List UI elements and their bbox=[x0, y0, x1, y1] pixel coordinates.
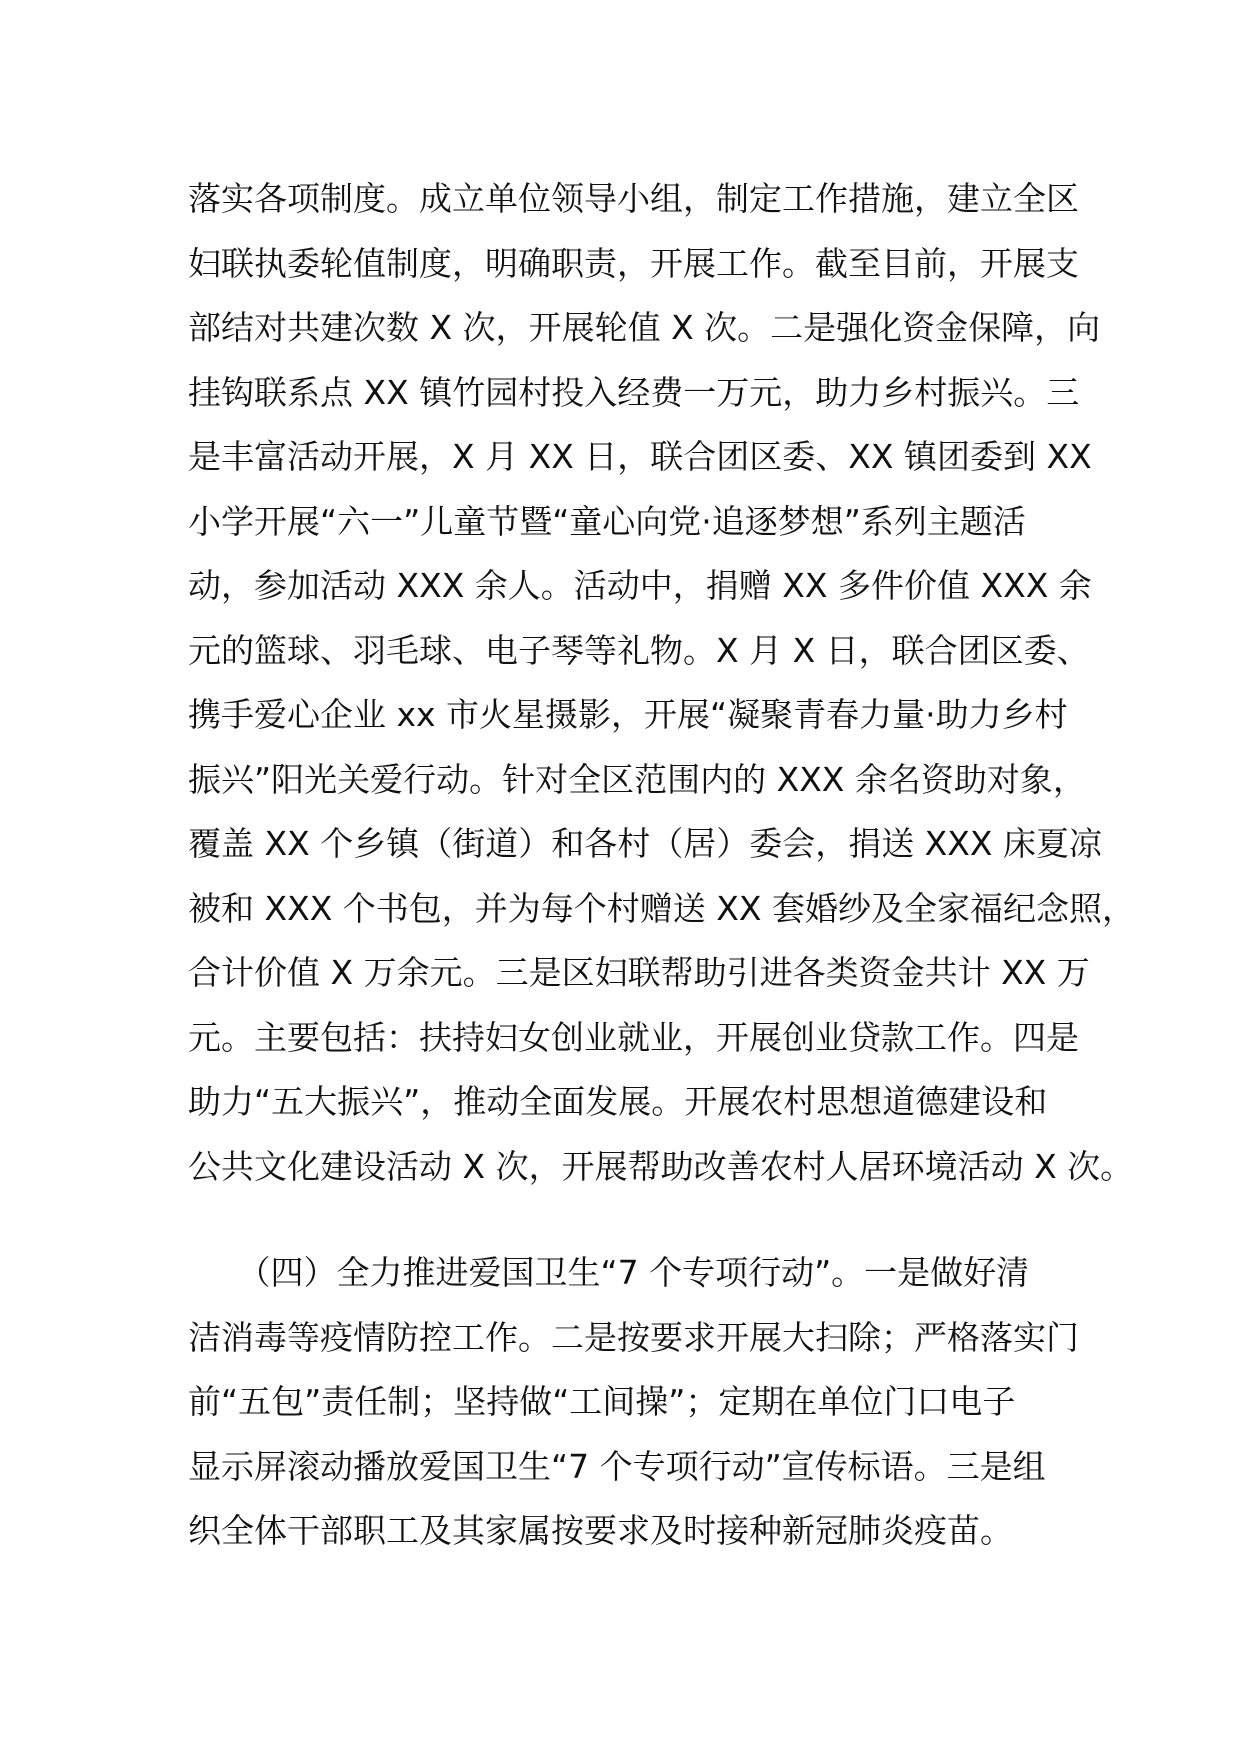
paragraph-line: 落实各项制度。成立单位领导小组，制定工作措施，建立全区 bbox=[188, 179, 1079, 218]
paragraph-line: 公共文化建设活动 X 次，开展帮助改善农村人居环境活动 X 次。 bbox=[188, 1146, 1134, 1186]
paragraph-line: 助力“五大振兴”，推动全面发展。开展农村思想道德建设和 bbox=[188, 1082, 1048, 1121]
paragraph-line: 元的篮球、羽毛球、电子琴等礼物。X 月 X 日，联合团区委、 bbox=[188, 630, 1090, 670]
paragraph-2 bbox=[188, 1241, 1088, 1564]
paragraph-line: （四）全力推进爱国卫生“7 个专项行动”。一是做好清 bbox=[188, 1253, 1030, 1292]
paragraph-line: 显示屏滚动播放爱国卫生“7 个专项行动”宣传标语。三是组 bbox=[188, 1446, 1046, 1486]
paragraph-line: 覆盖 XX 个乡镇（街道）和各村（居）委会，捐送 XXX 床夏凉 bbox=[188, 824, 1102, 863]
paragraph-line: 洁消毒等疫情防控工作。二是按要求开展大扫除；严格落实门 bbox=[188, 1317, 1079, 1357]
paragraph-line: 妇联执委轮值制度，明确职责，开展工作。截至目前，开展支 bbox=[188, 243, 1079, 283]
paragraph-1 bbox=[188, 167, 1135, 1199]
paragraph-line: 元。主要包括：扶持妇女创业就业，开展创业贷款工作。四是 bbox=[188, 1017, 1079, 1057]
paragraph-line: 小学开展“六一”儿童节暨“童心向党·追逐梦想”系列主题活 bbox=[188, 501, 1026, 541]
paragraph-line: 被和 XXX 个书包，并为每个村赠送 XX 套婚纱及全家福纪念照， bbox=[188, 888, 1135, 928]
paragraph-line: 动，参加活动 XXX 余人。活动中，捐赠 XX 多件价值 XXX 余 bbox=[188, 566, 1092, 605]
paragraph-line: 部结对共建次数 X 次，开展轮值 X 次。二是强化资金保障，向 bbox=[188, 308, 1101, 347]
paragraph-line: 前“五包”责任制；坚持做“工间操”；定期在单位门口电子 bbox=[188, 1382, 1016, 1421]
paragraph-line: 是丰富活动开展，X 月 XX 日，联合团区委、XX 镇团委到 XX bbox=[188, 437, 1092, 476]
paragraph-line: 挂钩联系点 XX 镇竹园村投入经费一万元，助力乡村振兴。三 bbox=[188, 372, 1080, 412]
paragraph-line: 合计价值 X 万余元。三是区妇联帮助引进各类资金共计 XX 万 bbox=[188, 953, 1090, 992]
paragraph-line: 振兴”阳光关爱行动。针对全区范围内的 XXX 余名资助对象， bbox=[188, 759, 1086, 799]
paragraph-line: 携手爱心企业 xx 市火星摄影，开展“凝聚青春力量·助力乡村 bbox=[188, 695, 1068, 734]
paragraph-line: 织全体干部职工及其家属按要求及时接种新冠肺炎疫苗。 bbox=[188, 1511, 1013, 1550]
